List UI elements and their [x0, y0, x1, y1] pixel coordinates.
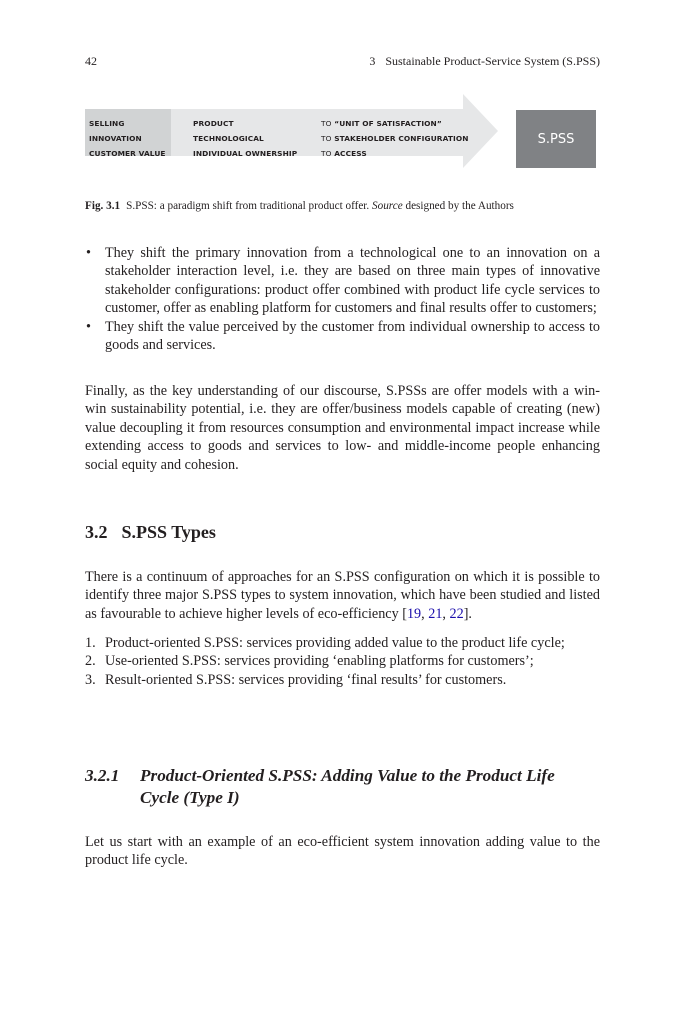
list-item — [85, 318, 600, 355]
col3-row1 — [321, 119, 442, 128]
citation-22[interactable]: 22 — [449, 605, 464, 622]
col3-prefix-2: TO — [321, 134, 332, 143]
col1-row2: INNOVATION — [89, 134, 142, 143]
section-number: 3.2 — [85, 522, 108, 542]
section-title: S.PSS Types — [121, 522, 216, 542]
bullet-list — [85, 244, 600, 354]
item-number: 3. — [85, 671, 96, 688]
citation-19[interactable]: 19 — [406, 605, 422, 622]
paragraph-text — [85, 568, 600, 623]
list-item — [85, 244, 600, 318]
item-number: 2. — [85, 653, 96, 670]
figure-caption — [85, 200, 605, 212]
bullet-mark: • — [86, 318, 91, 335]
caption-label: Fig. 3.1 — [85, 200, 121, 212]
paragraph-example — [85, 833, 600, 870]
list-item — [85, 671, 600, 689]
bullet-text: They shift the primary innovation from a technological one to an innovation on a stakeholder interaction level, i.e. they are based on three main types of innovative stakeholder configurations: product offer combined with product life cycle services to customer, offer as enabling platform for customers and final results offer to customers; — [105, 245, 600, 317]
col2-row1: PRODUCT — [193, 119, 234, 128]
citation-21[interactable]: 21 — [428, 605, 443, 622]
col3-row2 — [321, 134, 469, 143]
item-text: Product-oriented S.PSS: services providing added value to the product life cycle; — [105, 635, 565, 651]
item-text: Result-oriented S.PSS: services providing ‘final results’ for customers. — [105, 671, 507, 688]
chapter-title: Sustainable Product-Service System (S.PSS) — [385, 54, 600, 68]
running-title — [369, 54, 600, 69]
col1-row3: CUSTOMER VALUE — [89, 149, 166, 158]
chapter-number: 3 — [369, 54, 376, 68]
citation-separator: , — [442, 605, 450, 622]
col3-value-2: STAKEHOLDER CONFIGURATION — [334, 134, 469, 143]
section-heading — [85, 522, 216, 543]
col1-row1: SELLING — [89, 119, 125, 128]
col3-prefix-1: TO — [321, 119, 332, 128]
subsection-title: Product-Oriented S.PSS: Adding Value to the Product Life Cycle (Type I) — [140, 766, 555, 807]
col3-value-3: ACCESS — [334, 149, 367, 158]
citation-close: ]. — [463, 605, 472, 622]
caption-source-word: Source — [372, 200, 403, 212]
col3-value-1: “UNIT OF SATISFACTION” — [334, 119, 442, 128]
col2-row2: TECHNOLOGICAL — [193, 134, 264, 143]
paragraph-text: Finally, as the key understanding of our discourse, S.PSSs are offer models with a win-win sustainability potential, i.e. they are offer/business models capable of creating (new) value decoupling it from resources consumption and environmental impact increase while extending access to goods and services to low- and middle-income people enhancing social equity and cohesion. — [85, 383, 600, 473]
paragraph-discourse — [85, 382, 600, 474]
spss-box-label: S.PSS — [537, 131, 575, 147]
subsection-heading — [85, 765, 600, 809]
col3-row3 — [321, 149, 367, 158]
numbered-list — [85, 634, 600, 689]
citation-separator: , — [421, 605, 429, 622]
paragraph-text: Let us start with an example of an eco-efficient system innovation adding value to the product life cycle. — [85, 834, 600, 869]
item-text: Use-oriented S.PSS: services providing ‘enabling platforms for customers’; — [105, 653, 534, 670]
figure-3-1 — [85, 94, 600, 176]
caption-text: S.PSS: a paradigm shift from traditional product offer. — [126, 200, 370, 212]
page-number: 42 — [85, 54, 97, 68]
list-item — [85, 634, 600, 652]
paragraph-continuum — [85, 568, 600, 623]
paragraph-body: There is a continuum of approaches for an S.PSS configuration on which it is possible to identify three major S.PSS types to system innovation, which have been studied and listed as favourable to achieve higher levels of eco-efficiency [ — [85, 569, 600, 622]
subsection-number: 3.2.1 — [85, 766, 120, 785]
bullet-mark: • — [86, 245, 91, 261]
item-number: 1. — [85, 635, 96, 651]
col3-prefix-3: TO — [321, 149, 332, 158]
col2-row3: INDIVIDUAL OWNERSHIP — [193, 149, 298, 158]
list-item — [85, 652, 600, 670]
bullet-text: They shift the value perceived by the customer from individual ownership to access to goods and services. — [105, 318, 600, 354]
caption-source-text: designed by the Authors — [405, 200, 514, 212]
